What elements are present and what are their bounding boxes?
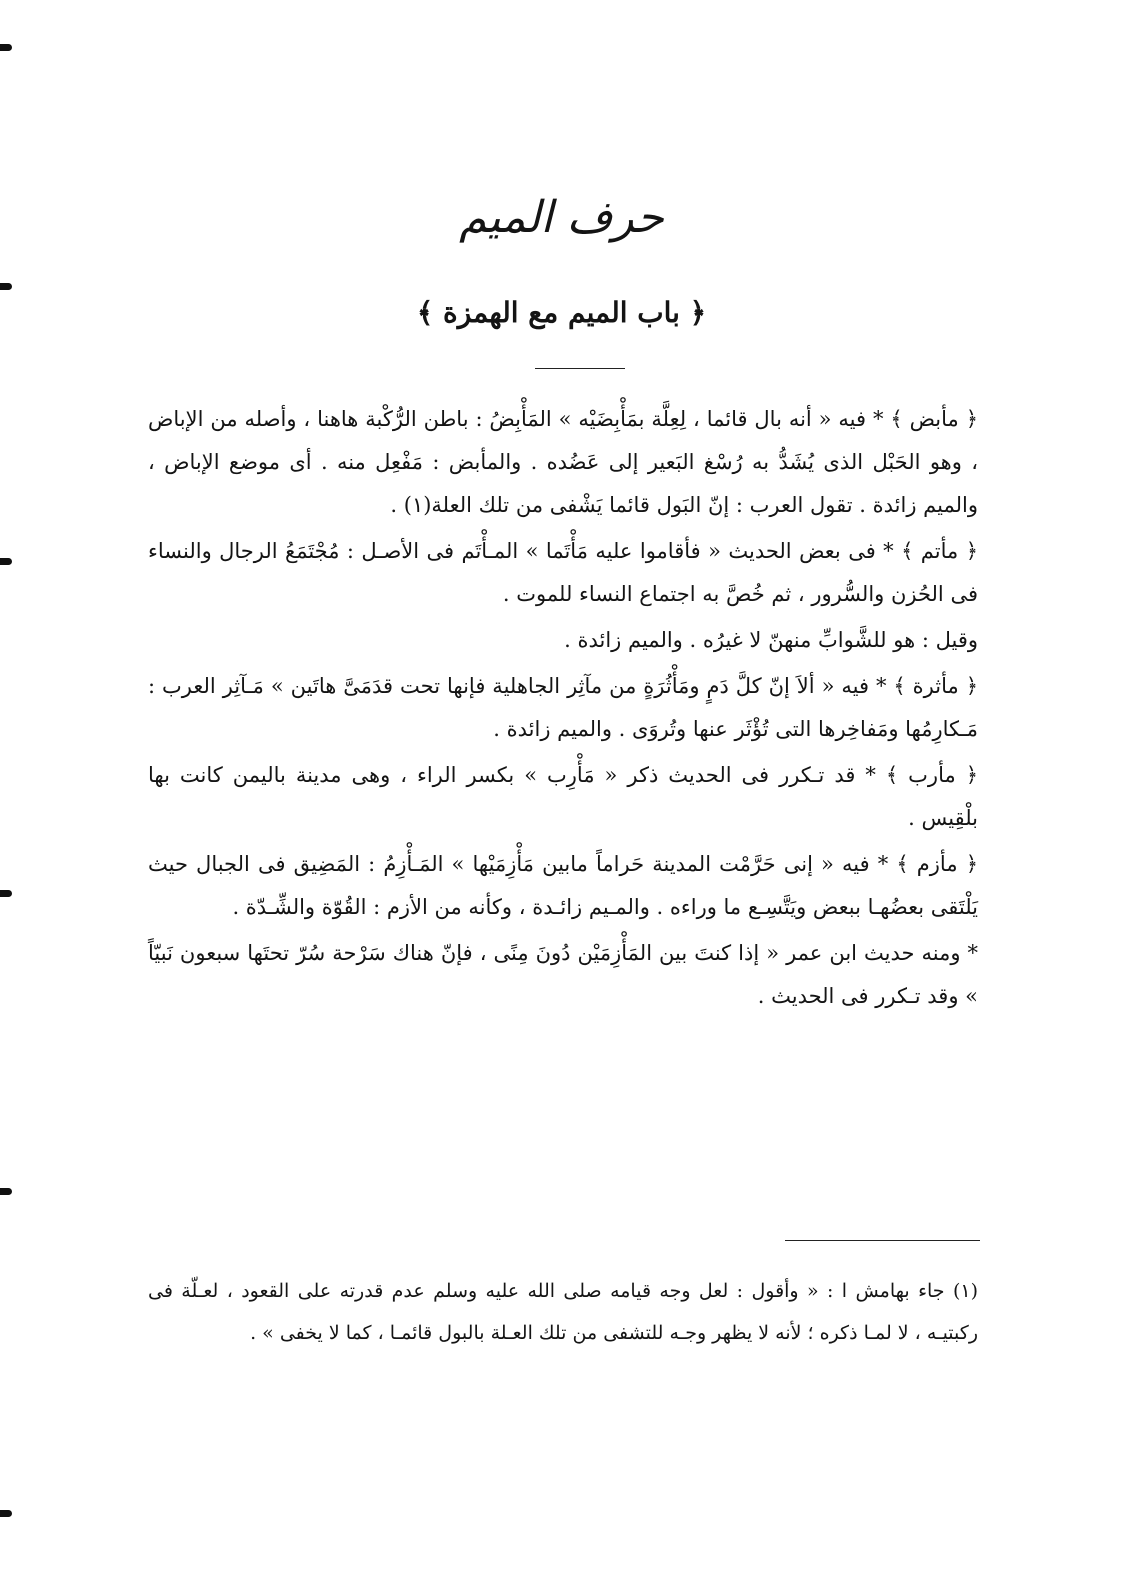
section-title: ﴿ باب الميم مع الهمزة ﴾ <box>416 296 707 329</box>
entry-mazim: ﴿ مأزم ﴾ * فيه « إنى حَرَّمْت المدينة حَراماً مابين مَأْزِمَيْها » المَـأْزِمُ : المَضِيق فى الجبال حيث يَلْتَقى بعضُهـا ببعض ويَتَّسِـع ما وراءه . والمـيم زائـدة ، وكأنه من الأزم : القُوّة والشِّـدّة . <box>148 852 978 919</box>
scan-edge-mark <box>0 44 12 51</box>
scan-edge-mark <box>0 890 12 897</box>
scan-edge-mark <box>0 283 12 290</box>
chapter-title: حرف الميم <box>459 192 664 243</box>
footnote-divider <box>785 1240 980 1241</box>
entry-mabid: ﴿ مأبض ﴾ * فيه « أنه بال قائما ، لِعِلَّة بمَأْبِضَيْه » المَأْبِضُ : باطن الرُّكْبة هاهنا ، وأصله من الإباض ، وهو الحَبْل الذى يُشَدُّ به رُسْغ البَعير إلى عَضُده . والمأبض : مَفْعِل منه . أى موضع الإباض ، والميم زائدة . تقول العرب : إنّ البَول قائما يَشْفى من تلك العلة(١) . <box>148 407 978 517</box>
entry-matam: ﴿ مأتم ﴾ * فى بعض الحديث « فأقاموا عليه مَأْتَما » المـأْتَم فى الأصـل : مُجْتَمَعُ الرجال والنساء فى الحُزن والسُّرور ، ثم خُصَّ به اجتماع النساء للموت . <box>148 539 978 606</box>
entries-body <box>148 398 978 1018</box>
entry-mathura: ﴿ مأثرة ﴾ * فيه « ألاَ إنّ كلَّ دَمٍ ومَأْثُرَةٍ من مآثِر الجاهلية فإنها تحت قدَمَىَّ هاتَين » مَـآثِر العرب : مَـكارِمُها ومَفاخِرها التى تُؤْثَر عنها وتُروَى . والميم زائدة . <box>148 674 978 741</box>
entry-marib: ﴿ مأرب ﴾ * قد تـكرر فى الحديث ذكر « مَأْرِب » بكسر الراء ، وهى مدينة باليمن كانت بها بلْقِيس . <box>148 763 978 830</box>
footnote: (١) جاء بهامش ا : « وأقول : لعل وجه قيامه صلى الله عليه وسلم عدم قدرته على القعود ، لعـلّة فى ركبتيـه ، لا لمـا ذكره ؛ لأنه لا يظهر وجـه للتشفى من تلك العـلة بالبول قائمـا ، كما لا يخفى » . <box>148 1280 978 1344</box>
entry-mazim-hadith: * ومنه حديث ابن عمر « إذا كنتَ بين المَأْزِمَيْن دُونَ مِنًى ، فإنّ هناك سَرْحة سُرّ تحتَها سبعون نَبيّاً » وقد تـكرر فى الحديث . <box>148 941 978 1008</box>
entry-matam-note: وقيل : هو للشَّوابِّ منهنّ لا غيرُه . والميم زائدة . <box>564 628 978 652</box>
scan-edge-mark <box>0 558 12 565</box>
scan-edge-mark <box>0 1188 12 1195</box>
title-divider <box>535 368 625 369</box>
scan-edge-mark <box>0 1510 12 1517</box>
